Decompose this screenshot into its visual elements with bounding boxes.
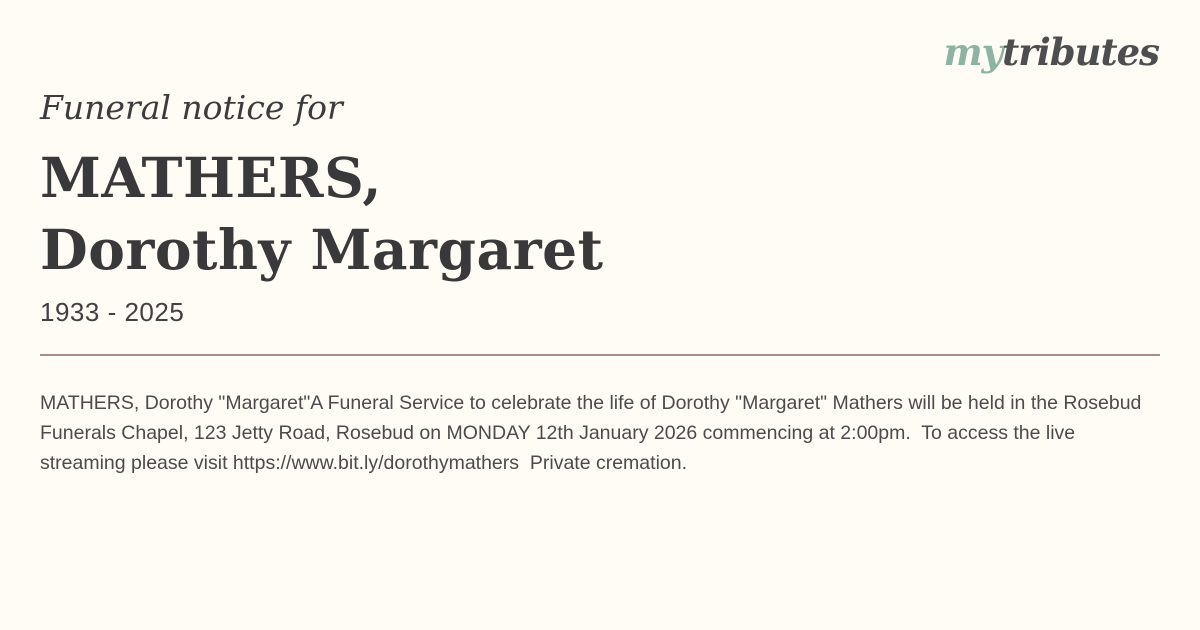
- divider-line: [40, 354, 1160, 356]
- logo-suffix: tributes: [1002, 30, 1159, 74]
- kicker-text: Funeral notice for: [40, 88, 343, 127]
- deceased-given-names: Dorothy Margaret: [40, 217, 604, 282]
- mytributes-logo: [943, 30, 1159, 74]
- logo-prefix: my: [943, 30, 1003, 74]
- life-years: 1933 - 2025: [40, 297, 185, 327]
- deceased-name: [40, 142, 1160, 286]
- deceased-surname: MATHERS,: [40, 145, 382, 210]
- notice-body-text: MATHERS, Dorothy "Margaret"A Funeral Service to celebrate the life of Dorothy "Margaret" Mathers will be held in the Rosebud Funerals Chapel, 123 Jetty Road, Rosebud on MONDAY 12th January 2026 commencing at 2:00pm. To access the live streaming please visit https://www.bit.ly/dorothymathers Private cremation.: [40, 391, 1147, 474]
